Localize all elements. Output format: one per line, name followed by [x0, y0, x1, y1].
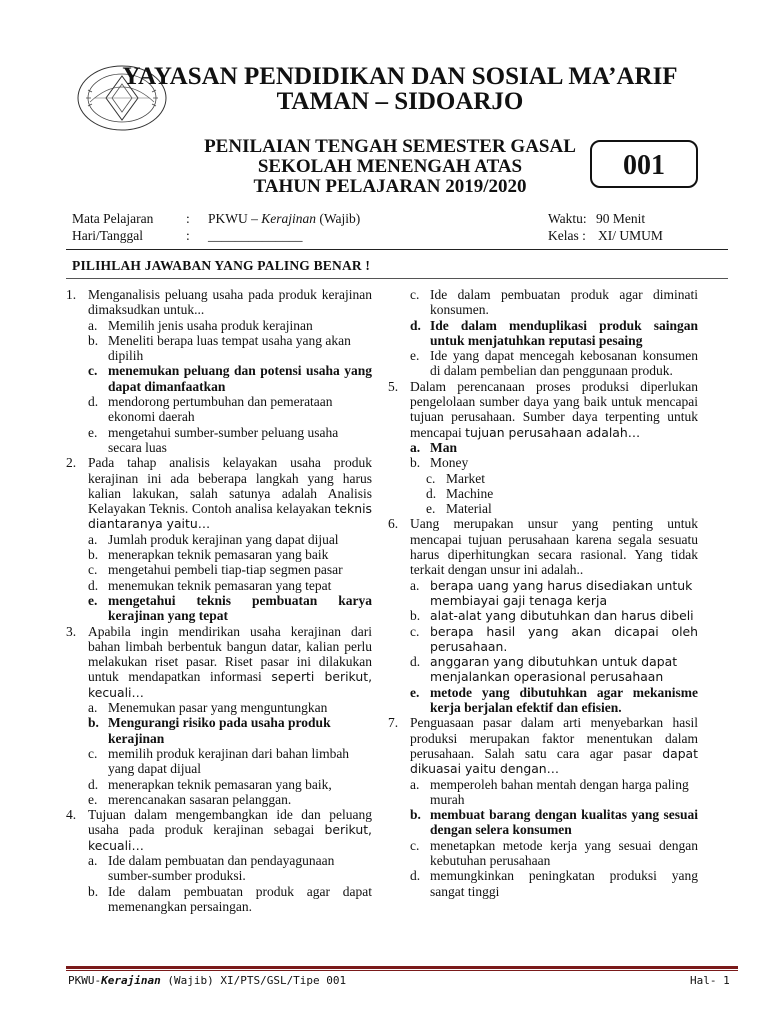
option-text: berapa uang yang harus disediakan untuk membiayai gaji tenaga kerja — [430, 577, 693, 608]
option-2c[interactable] — [88, 562, 372, 577]
option-letter: e. — [88, 424, 98, 440]
footer-left — [68, 974, 346, 987]
option-letter: d. — [410, 654, 421, 670]
question-number: 3. — [66, 623, 77, 639]
time-label: Waktu: — [548, 211, 587, 226]
instruction-divider — [66, 278, 728, 279]
question-text-tail: dapat dikuasai yaitu dengan… — [410, 745, 699, 777]
option-4c[interactable] — [410, 287, 698, 318]
academic-year: TAHUN PELAJARAN 2019/2020 — [253, 176, 527, 197]
school-level: SEKOLAH MENENGAH ATAS — [257, 156, 523, 177]
subject-value-italic: Kerajinan — [261, 211, 317, 226]
option-text: merencanakan sasaran pelanggan. — [108, 791, 292, 807]
foundation-location: TAMAN – SIDOARJO — [276, 88, 524, 115]
question-text-main: Penguasaan pasar dalam arti menyebarkan hasil produksi merupakan faktor menentukan dalam perusahaan. Salah satu cara agar pasar — [410, 715, 698, 761]
option-text: berapa hasil yang akan dicapai oleh perusahaan. — [430, 623, 698, 654]
option-text: Ide dalam pembuatan dan pendayagunaan sumber-sumber produksi. — [108, 852, 335, 884]
option-letter: a. — [410, 776, 420, 792]
option-5b[interactable] — [410, 455, 698, 470]
footer-rule-thick — [66, 966, 738, 969]
option-text: Ide yang dapat mencegah kebosanan konsumen di dalam pembelian dan penggunaan produk. — [430, 348, 698, 379]
option-text: Menemukan pasar yang menguntungkan — [108, 700, 328, 716]
option-text: Mengurangi risiko pada usaha produk kerajinan — [108, 715, 331, 746]
option-letter: c. — [426, 470, 436, 486]
option-5c[interactable] — [426, 471, 698, 486]
question-text — [410, 379, 698, 440]
question-number: 1. — [66, 287, 77, 302]
option-1c[interactable] — [88, 363, 372, 394]
option-4b[interactable] — [88, 884, 372, 915]
option-3c[interactable] — [88, 746, 372, 777]
option-letter: b. — [410, 608, 421, 624]
question-text-tail: teknis diantaranya yaitu… — [88, 501, 372, 532]
option-text: alat-alat yang dibutuhkan dan harus dibeli — [430, 608, 694, 624]
option-letter: c. — [410, 287, 420, 302]
option-6a[interactable] — [410, 578, 698, 609]
date-value: ______________ — [208, 228, 303, 243]
option-text: menemukan peluang dan potensi usaha yang dapat dimanfaatkan — [108, 363, 372, 394]
question-text-main: Tujuan dalam mengembangkan ide dan peluang usaha pada produk kerajinan sebagai — [88, 807, 372, 838]
footer-prefix: PKWU- — [68, 974, 102, 987]
option-text: anggaran yang dibutuhkan untuk dapat menjalankan operasional perusahaan — [430, 654, 678, 685]
option-text: memperoleh bahan mentah dengan harga paling murah — [430, 776, 689, 807]
option-letter: d. — [88, 577, 99, 593]
option-text: Machine — [446, 485, 494, 501]
question-text — [88, 455, 372, 531]
question-text-main: Apabila ingin mendirikan usaha kerajinan dari bahan limbah berbentuk bangun datar, kalian perlu melakukan riset pasar. Riset pasar ini dilakukan untuk mendapatkan informasi — [88, 623, 372, 685]
option-text: mengetahui sumber-sumber peluang usaha secara luas — [108, 424, 339, 455]
option-6c[interactable] — [410, 624, 698, 655]
option-3b[interactable] — [88, 715, 372, 746]
option-2a[interactable] — [88, 532, 372, 547]
option-2b[interactable] — [88, 547, 372, 562]
option-letter: b. — [410, 807, 421, 823]
subject-colon: : — [186, 211, 190, 226]
question-text-tail: seperti berikut, kecuali… — [88, 669, 373, 700]
option-letter: a. — [88, 317, 98, 333]
option-6e[interactable] — [410, 685, 698, 716]
option-1a[interactable] — [88, 318, 372, 333]
option-letter: a. — [88, 700, 98, 716]
option-text: Man — [430, 439, 457, 455]
class-label: Kelas : — [548, 228, 586, 243]
footer-rule-thin — [66, 970, 738, 971]
option-2d[interactable] — [88, 578, 372, 593]
option-text: Meneliti berapa luas tempat usaha yang akan dipilih — [108, 332, 351, 364]
questions-column-left — [66, 287, 372, 914]
date-label: Hari/Tanggal — [72, 228, 144, 243]
option-text: Ide dalam menduplikasi produk saingan untuk menjatuhkan reputasi pesaing — [430, 317, 698, 348]
question-number: 5. — [388, 378, 399, 394]
exam-title: PENILAIAN TENGAH SEMESTER GASAL — [204, 136, 576, 157]
option-text: metode yang dibutuhkan agar mekanisme kerja berjalan efektif dan efisien. — [430, 684, 698, 716]
option-7a[interactable] — [410, 777, 698, 808]
question-2 — [66, 455, 372, 531]
option-6d[interactable] — [410, 654, 698, 685]
option-7b[interactable] — [410, 807, 698, 838]
option-letter: a. — [410, 577, 420, 593]
option-text: memilih produk kerajinan dari bahan limbah yang dapat dijual — [108, 745, 350, 777]
option-text: membuat barang dengan kualitas yang sesuai dengan selera konsumen — [430, 807, 698, 838]
option-text: Material — [446, 501, 492, 517]
instruction: PILIHLAH JAWABAN YANG PALING BENAR ! — [72, 258, 371, 273]
option-letter: a. — [88, 852, 98, 868]
option-6b[interactable] — [410, 608, 698, 623]
option-3e[interactable] — [88, 792, 372, 807]
exam-code-box: 001 — [590, 140, 698, 188]
option-text: Money — [430, 455, 469, 471]
option-letter: d. — [410, 317, 421, 333]
option-4a[interactable] — [88, 853, 372, 884]
question-1 — [66, 287, 372, 318]
question-5 — [388, 379, 698, 440]
question-text: Menganalisis peluang usaha pada produk kerajinan dimaksudkan untuk... — [88, 287, 372, 318]
option-1d[interactable] — [88, 394, 372, 425]
question-number: 2. — [66, 455, 77, 471]
option-letter: b. — [410, 455, 421, 471]
footer-suffix: (Wajib) XI/PTS/GSL/Tipe 001 — [160, 974, 347, 987]
option-text: menetapkan metode kerja yang sesuai dengan kebutuhan perusahaan — [430, 837, 698, 868]
question-text — [88, 624, 372, 700]
question-text-tail: berikut, kecuali… — [88, 822, 373, 853]
option-letter: b. — [88, 715, 99, 731]
option-text: Memilih jenis usaha produk kerajinan — [108, 317, 313, 333]
option-letter: b. — [88, 332, 99, 348]
option-letter: d. — [410, 868, 421, 884]
question-text — [88, 807, 372, 853]
option-3a[interactable] — [88, 700, 372, 715]
option-letter: e. — [88, 592, 98, 608]
question-number: 4. — [66, 807, 77, 823]
option-2e[interactable] — [88, 593, 372, 624]
question-text-main: Dalam perencanaan proses produksi diperlukan pengelolaan sumber daya yang baik untuk mencapai tujuan perusahaan. Sumber daya terpenting untuk mencapai — [410, 378, 698, 440]
option-3d[interactable] — [88, 777, 372, 792]
option-text: mendorong pertumbuhan dan pemerataan ekonomi daerah — [108, 394, 333, 425]
date-colon: : — [186, 228, 190, 243]
option-text: Ide dalam pembuatan produk agar dapat memenangkan persaingan. — [108, 883, 372, 914]
option-5d[interactable] — [426, 486, 698, 501]
option-4d[interactable] — [410, 318, 698, 349]
option-text: menerapkan teknik pemasaran yang baik, — [108, 776, 332, 792]
option-1b[interactable] — [88, 333, 372, 364]
question-3 — [66, 624, 372, 700]
question-text: Uang merupakan unsur yang penting untuk mencapai tujuan perusahaan karena segala sesuatu harus diperhitungkan secara rasional. Yang tidak terkait dengan unsur ini adalah.. — [410, 516, 698, 578]
option-letter: d. — [426, 485, 437, 501]
question-number: 6. — [388, 516, 399, 532]
option-letter: a. — [410, 439, 421, 455]
option-7d[interactable] — [410, 868, 698, 899]
header-divider — [66, 249, 728, 250]
option-text: menerapkan teknik pemasaran yang baik — [108, 547, 329, 563]
option-text: Ide dalam pembuatan produk agar diminati konsumen. — [430, 287, 698, 318]
questions-column-right — [388, 287, 698, 899]
option-5e[interactable] — [426, 501, 698, 516]
option-letter: c. — [410, 623, 420, 639]
option-letter: e. — [410, 348, 420, 364]
option-letter: d. — [88, 394, 99, 410]
subject-value — [208, 210, 360, 227]
foundation-name: YAYASAN PENDIDIKAN DAN SOSIAL MA’ARIF — [122, 63, 678, 90]
page-number: Hal- 1 — [690, 974, 730, 987]
option-5a[interactable] — [410, 440, 698, 455]
option-text: menemukan teknik pemasaran yang tepat — [108, 577, 332, 593]
footer-italic: Kerajinan — [101, 974, 161, 987]
option-1e[interactable] — [88, 425, 372, 456]
option-letter: b. — [88, 547, 99, 563]
option-text: memungkinkan peningkatan produksi yang sangat tinggi — [430, 868, 698, 899]
class-value: XI/ UMUM — [598, 228, 663, 243]
option-text: Market — [446, 470, 485, 486]
option-letter: c. — [410, 837, 420, 853]
option-letter: d. — [88, 776, 99, 792]
option-letter: e. — [410, 684, 420, 700]
option-7c[interactable] — [410, 838, 698, 869]
option-letter: c. — [88, 745, 98, 761]
question-7 — [388, 715, 698, 776]
question-text-tail: tujuan perusahaan adalah… — [465, 424, 641, 440]
question-6 — [388, 516, 698, 577]
option-letter: b. — [88, 883, 99, 899]
option-text: mengetahui pembeli tiap-tiap segmen pasar — [108, 562, 343, 578]
option-letter: c. — [88, 562, 98, 578]
question-number: 7. — [388, 715, 399, 731]
subject-label: Mata Pelajaran — [72, 211, 154, 226]
option-letter: e. — [426, 501, 436, 517]
subject-value-prefix: PKWU – — [208, 211, 262, 226]
option-letter: a. — [88, 531, 98, 547]
option-letter: c. — [88, 363, 98, 379]
option-letter: e. — [88, 791, 98, 807]
option-text: mengetahui teknis pembuatan karya kerajinan yang tepat — [108, 592, 372, 624]
option-text: Jumlah produk kerajinan yang dapat dijual — [108, 531, 339, 547]
question-text — [410, 715, 698, 776]
subject-value-suffix: (Wajib) — [316, 211, 361, 226]
question-4 — [66, 807, 372, 853]
question-text-main: Pada tahap analisis kelayakan usaha produk kerajinan ini ada beberapa langkah yang harus kalian lakukan, salah satunya adalah Analisis Kelayakan Teknis. Contoh analisa kelayakan — [88, 455, 372, 517]
option-4e[interactable] — [410, 348, 698, 379]
time-value: 90 Menit — [596, 211, 646, 226]
